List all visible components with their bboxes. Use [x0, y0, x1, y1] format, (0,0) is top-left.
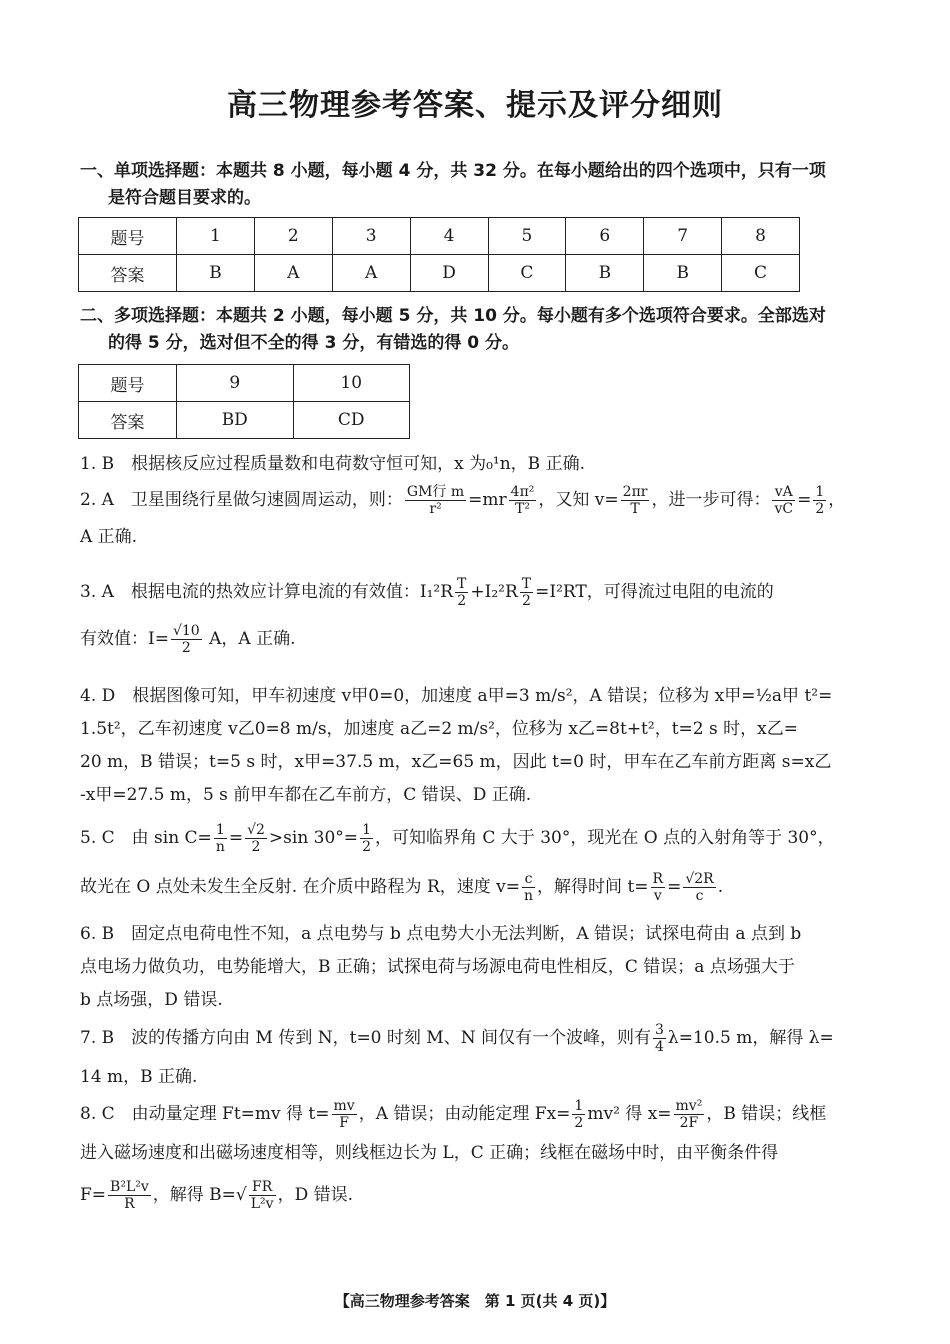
solution-q4: [80, 680, 875, 812]
answer-cell: B: [177, 255, 255, 292]
question-number: 5: [488, 218, 566, 255]
fraction: $\frac{T}{2}$: [457, 576, 467, 609]
page-title: 高三物理参考答案、提示及评分细则: [227, 88, 723, 123]
section1-answer-table: [78, 217, 800, 292]
question-number: 4: [410, 218, 488, 255]
fraction: $\frac{c}{n}$: [524, 871, 534, 904]
answer-cell: CD: [293, 402, 410, 439]
answer-cell: D: [410, 255, 488, 292]
table-row: [79, 218, 800, 255]
answer-cell: B: [566, 255, 644, 292]
fraction: $\frac{√2}{2}$: [247, 822, 265, 855]
section2-heading-line1: 二、多项选择题：本题共 2 小题，每小题 5 分，共 10 分。每小题有多个选项符合要求。全部选对: [80, 306, 826, 326]
fraction: $\frac{2\pi r}{T}$: [622, 484, 648, 517]
fraction: $\frac{\text{4π²}}{\text{T²}}$: [510, 484, 535, 517]
solution-text: 6. B 固定点电荷电性不知，a 点电势与 b 点电势大小无法判断，A 错误；试探电荷由 a 点到 b: [80, 924, 802, 944]
answer-cell: B: [644, 255, 722, 292]
fraction: $\frac{\text{mv²}}{2F}$: [675, 1098, 703, 1131]
fraction: $\frac{FR}{\text{L²v}}$: [250, 1179, 274, 1212]
solution-q7: 7. B 波的传播方向由 M 传到 N，t=0 时刻 M、N 间仅有一个波峰，则有 $\frac{3}{4}$ λ=10.5 m，解得 λ= 14 m，B 正确.: [80, 1022, 875, 1089]
row-label-number: 题号: [79, 365, 177, 402]
solution-text: 1. B 根据核反应过程质量数和电荷数守恒可知，x 为₀¹n，B 正确.: [80, 454, 585, 474]
answer-cell: A: [332, 255, 410, 292]
table-row: [79, 365, 410, 402]
solution-q2: 2. A 卫星围绕行星做匀速圆周运动，则： $\frac{\text{GM行 m}}{\text{r²}}$ =mr $\frac{\text{4π²}}{\text{T²}}$ ，又知 v= $\frac{2\pi r}{T}$ ，进一步可得： $\frac{vA}{vC}$ = $\frac{1}{2}$ ， A 正确.: [80, 484, 875, 549]
solution-text: 7. B 波的传播方向由 M 传到 N，t=0 时刻 M、N 间仅有一个波峰，则有: [80, 1028, 651, 1048]
solution-q3: 3. A 根据电流的热效应计算电流的有效值：I₁²R $\frac{T}{2}$ +I₂²R $\frac{T}{2}$ =I²RT，可得流过电阻的电流的 有效值：I= $\frac{√10}{2}$ A，A 正确.: [80, 576, 774, 656]
solution-q8: 8. C 由动量定理 Ft=mv 得 t= $\frac{mv}{F}$ ，A 错误；由动能定理 Fx= $\frac{1}{2}$ mv² 得 x= $\frac{\text{mv²}}{2F}$ ，B 错误；线框 进入磁场速度和出磁场速度相等，则线框边长为 L，C 正确；线框在磁场中时，由平衡条件得 F= $\frac{\text{B²L²v}}{R}$ ，解得 B=√ $\frac{FR}{\text{L²v}}$ ，D 错误.: [80, 1098, 875, 1212]
question-number: 6: [566, 218, 644, 255]
fraction: $\frac{mv}{F}$: [333, 1098, 355, 1131]
fraction: $\frac{1}{2}$: [362, 822, 371, 855]
section2-answer-table: [78, 364, 410, 439]
solution-text: 1.5t²，乙车初速度 v乙0=8 m/s，加速度 a乙=2 m/s²，位移为 x乙=8t+t²，t=2 s 时，x乙=: [80, 719, 798, 739]
answer-cell: BD: [177, 402, 294, 439]
section1-heading: [80, 158, 880, 212]
section2-heading-line2: 的得 5 分，选对但不全的得 3 分，有错选的得 0 分。: [108, 333, 519, 353]
solution-text: b 点场强，D 错误.: [80, 990, 223, 1010]
row-label-answer: 答案: [79, 402, 177, 439]
table-row: [79, 255, 800, 292]
solution-q1: [80, 452, 875, 476]
solution-text: 进入磁场速度和出磁场速度相等，则线框边长为 L，C 正确；线框在磁场中时，由平衡条件得: [80, 1143, 779, 1163]
fraction: $\frac{R}{v}$: [652, 871, 664, 904]
question-number: 8: [722, 218, 800, 255]
solution-text: 5. C 由 sin C=: [80, 828, 212, 848]
fraction: $\frac{vA}{vC}$: [774, 484, 794, 517]
fraction: $\frac{3}{4}$: [655, 1022, 664, 1055]
answer-cell: C: [722, 255, 800, 292]
page-footer: 【高三物理参考答案 第 1 页(共 4 页)】: [334, 1292, 616, 1310]
fraction: $\frac{T}{2}$: [521, 576, 532, 609]
row-label-number: 题号: [79, 218, 177, 255]
fraction: $\frac{1}{2}$: [574, 1098, 584, 1131]
solution-text: A 正确.: [80, 527, 138, 547]
question-number: 3: [332, 218, 410, 255]
solution-text: 20 m，B 错误；t=5 s 时，x甲=37.5 m，x乙=65 m，因此 t=0 时，甲车在乙车前方距离 s=x乙: [80, 752, 832, 772]
fraction: $\frac{√10}{2}$: [172, 623, 200, 656]
answer-cell: C: [488, 255, 566, 292]
row-label-answer: 答案: [79, 255, 177, 292]
question-number: 1: [177, 218, 255, 255]
section1-heading-line1: 一、单项选择题：本题共 8 小题，每小题 4 分，共 32 分。在每小题给出的四个选项中，只有一项: [80, 161, 826, 181]
section2-heading: [80, 303, 880, 357]
question-number: 9: [177, 365, 294, 402]
answer-cell: A: [254, 255, 332, 292]
solution-text: 14 m，B 正确.: [80, 1067, 198, 1087]
solution-text: 2. A 卫星围绕行星做匀速圆周运动，则：: [80, 490, 403, 510]
question-number: 7: [644, 218, 722, 255]
fraction: $\frac{√2R}{c}$: [685, 871, 714, 904]
solution-text: 3. A 根据电流的热效应计算电流的有效值：I₁²R: [80, 582, 454, 602]
solution-text: 4. D 根据图像可知，甲车初速度 v甲0=0，加速度 a甲=3 m/s²，A 错误；位移为 x甲=½a甲 t²=: [80, 686, 833, 706]
fraction: $\frac{\text{B²L²v}}{R}$: [110, 1179, 149, 1212]
fraction: $\frac{\text{GM行 m}}{\text{r²}}$: [406, 484, 465, 517]
section1-heading-line2: 是符合题目要求的。: [108, 188, 261, 208]
solution-q6: [80, 918, 875, 1017]
solution-text: 点电场力做负功，电势能增大，B 正确；试探电荷与场源电荷电性相反，C 错误；a 点场强大于: [80, 957, 795, 977]
fraction: $\frac{1}{n}$: [215, 822, 225, 855]
table-row: [79, 402, 410, 439]
question-number: 10: [293, 365, 410, 402]
solution-text: 8. C 由动量定理 Ft=mv 得 t=: [80, 1104, 330, 1124]
question-number: 2: [254, 218, 332, 255]
solution-q5: 5. C 由 sin C= $\frac{1}{n}$ = $\frac{√2}{2}$ >sin 30°= $\frac{1}{2}$ ，可知临界角 C 大于 30°，现光在 O 点的入射角等于 30°， 故光在 O 点处未发生全反射. 在介质中路程为 R，速度 v= $\frac{c}{n}$ ，解得时间 t= $\frac{R}{v}$ = $\frac{√2R}{c}$ .: [80, 822, 835, 904]
fraction: $\frac{1}{2}$: [815, 484, 825, 517]
solution-text: -x甲=27.5 m，5 s 前甲车都在乙车前方，C 错误、D 正确.: [80, 785, 532, 805]
